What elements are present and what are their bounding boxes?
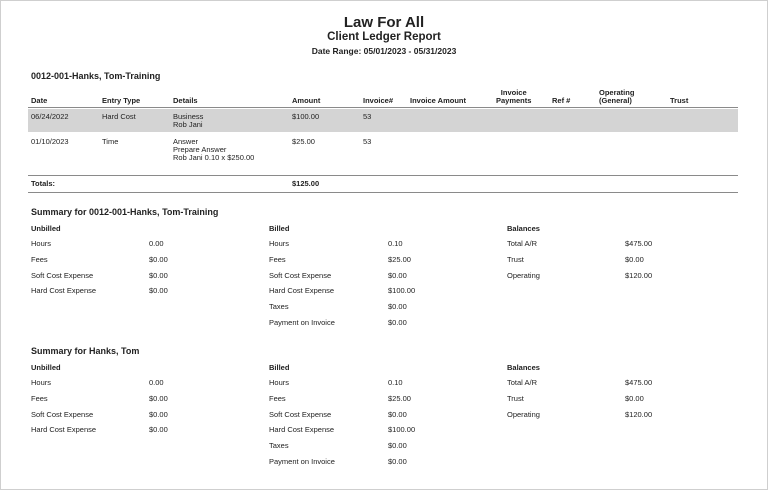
summary-unbilled-label: Fees [31, 254, 48, 264]
totals-divider-bottom [28, 192, 738, 193]
summary-title: Summary for 0012-001-Hanks, Tom-Training [31, 207, 219, 217]
summary-billed-value: $0.00 [388, 270, 407, 280]
row-date: 01/10/2023 [31, 137, 69, 146]
summary-billed-value: $0.00 [388, 318, 407, 327]
row-date: 06/24/2022 [31, 112, 69, 121]
summary-balances-value: $120.00 [625, 409, 653, 419]
summary-billed-label: Hours [269, 239, 290, 248]
col-header-details: Details [173, 96, 198, 105]
summary-billed-value: $0.00 [388, 457, 407, 466]
summary-billed-label: Hours [269, 378, 290, 387]
summary-billed-value: $0.00 [388, 302, 407, 312]
summary-billed-label: Payment on Invoice [269, 318, 335, 327]
summary-unbilled-label: Hours [31, 239, 52, 248]
col-header-invoice-number: Invoice# [363, 96, 394, 105]
row-invoice-number: 53 [363, 137, 372, 146]
summary-balances-value: $0.00 [625, 254, 644, 264]
summary-billed-label: Payment on Invoice [269, 457, 335, 466]
summary-balances-value: $0.00 [625, 393, 644, 403]
totals-divider-top [28, 175, 738, 176]
summary-billed-label: Fees [269, 254, 286, 264]
col-header-entry-type: Entry Type [102, 96, 141, 105]
col-header-invoice-payments: Invoice Payments [496, 88, 532, 105]
summary-balances-label: Total A/R [507, 378, 538, 387]
summary-unbilled-value: $0.00 [149, 254, 168, 264]
row-entry-type: Hard Cost [102, 112, 136, 121]
summary-billed-value: $0.00 [388, 409, 407, 419]
row-entry-type: Time [102, 137, 119, 146]
col-header-amount: Amount [292, 96, 321, 105]
row-details: Answer Prepare Answer Rob Jani 0.10 x $250.00 [173, 137, 255, 162]
row-details: Business Rob Jani [173, 112, 204, 129]
summary-unbilled-value: $0.00 [149, 286, 168, 296]
summary-unbilled-value: 0.00 [149, 378, 164, 387]
summary-billed-label: Soft Cost Expense [269, 409, 332, 419]
summary-billed-label: Soft Cost Expense [269, 270, 332, 280]
summary-billed-value: $0.00 [388, 441, 407, 451]
summary-billed-value: $100.00 [388, 425, 416, 435]
summary-unbilled-label: Fees [31, 393, 48, 403]
summary-unbilled-label: Hours [31, 378, 52, 387]
summary-balances-label: Operating [507, 270, 540, 280]
summary-unbilled-label: Hard Cost Expense [31, 425, 97, 435]
summary-billed-label: Fees [269, 393, 286, 403]
report-firm-name: Law For All [343, 14, 425, 31]
summary-balances-label: Operating [507, 409, 540, 419]
summary-balances-value: $475.00 [625, 378, 653, 387]
summary-unbilled-label: Hard Cost Expense [31, 286, 97, 296]
report-title: Client Ledger Report [327, 31, 441, 43]
summary-billed-label: Taxes [269, 441, 289, 451]
summary-balances-header: Balances [507, 363, 540, 372]
summary-unbilled-header: Unbilled [31, 363, 61, 372]
client-matter-label: 0012-001-Hanks, Tom-Training [31, 71, 161, 81]
summary-unbilled-value: $0.00 [149, 270, 168, 280]
summary-unbilled-header: Unbilled [31, 224, 61, 233]
summary-billed-value: $100.00 [388, 286, 416, 296]
col-header-trust: Trust [670, 96, 689, 105]
report-date-range: Date Range: 05/01/2023 - 05/31/2023 [311, 46, 457, 56]
summary-billed-label: Hard Cost Expense [269, 286, 335, 296]
row-amount: $100.00 [292, 112, 320, 121]
summary-billed-label: Hard Cost Expense [269, 425, 335, 435]
summary-balances-header: Balances [507, 224, 540, 233]
summary-unbilled-value: $0.00 [149, 393, 168, 403]
summary-balances-label: Trust [507, 393, 524, 403]
summary-billed-value: 0.10 [388, 378, 403, 387]
col-header-date: Date [31, 96, 48, 105]
col-header-operating: Operating (General) [599, 88, 635, 105]
header-divider [28, 107, 738, 108]
totals-amount: $125.00 [292, 179, 320, 188]
summary-unbilled-value: 0.00 [149, 239, 164, 248]
summary-balances-label: Trust [507, 254, 524, 264]
summary-billed-label: Taxes [269, 302, 289, 312]
summary-billed-value: $25.00 [388, 393, 411, 403]
summary-billed-value: $25.00 [388, 254, 411, 264]
row-invoice-number: 53 [363, 112, 372, 121]
summary-balances-value: $475.00 [625, 239, 653, 248]
summary-unbilled-value: $0.00 [149, 425, 168, 435]
summary-balances-label: Total A/R [507, 239, 538, 248]
col-header-ref: Ref # [552, 96, 571, 105]
summary-billed-header: Billed [269, 363, 290, 372]
summary-billed-header: Billed [269, 224, 290, 233]
summary-balances-value: $120.00 [625, 270, 653, 280]
summary-unbilled-label: Soft Cost Expense [31, 270, 94, 280]
col-header-invoice-amount: Invoice Amount [410, 96, 466, 105]
summary-unbilled-label: Soft Cost Expense [31, 409, 94, 419]
summary-billed-value: 0.10 [388, 239, 403, 248]
row-amount: $25.00 [292, 137, 315, 146]
totals-label: Totals: [31, 179, 56, 188]
summary-unbilled-value: $0.00 [149, 409, 168, 419]
summary-title: Summary for Hanks, Tom [31, 346, 140, 356]
